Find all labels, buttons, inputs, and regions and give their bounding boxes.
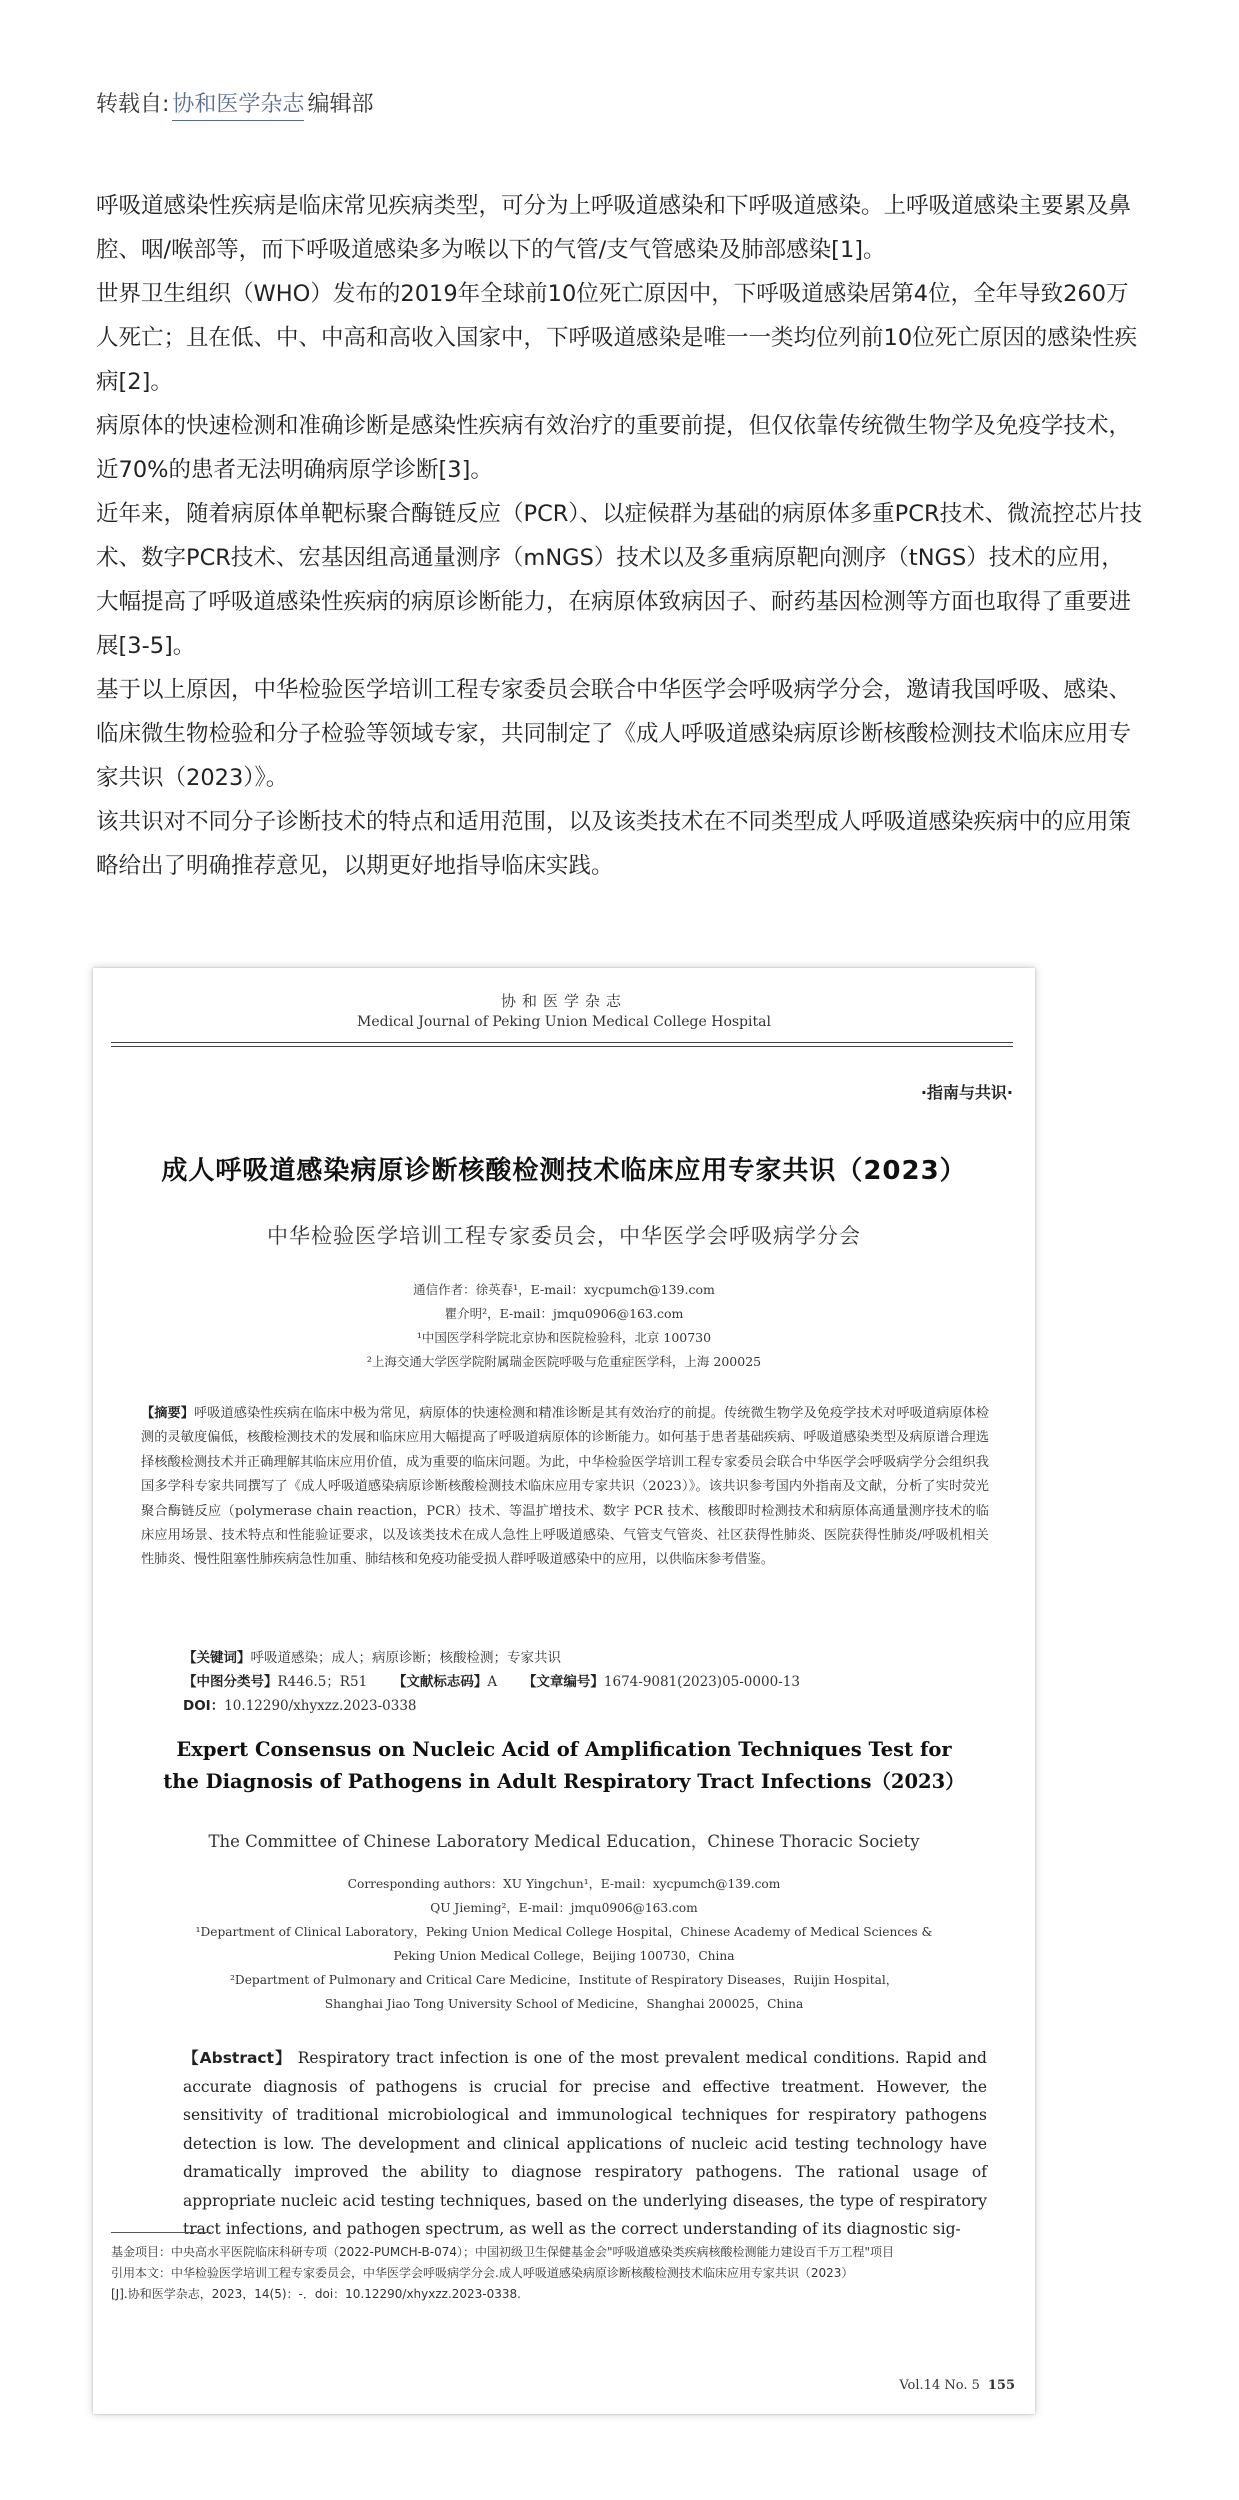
doi-value: 10.12290/xhyxzz.2023-0338 — [224, 1698, 417, 1714]
journal-source-link[interactable]: 协和医学杂志 — [172, 92, 304, 121]
corr-en-line: Peking Union Medical College，Beijing 100730，China — [393, 1949, 735, 1963]
volume-issue: Vol.14 No. 5 — [899, 2378, 980, 2393]
article-paragraph: 基于以上原因，中华检验医学培训工程专家委员会联合中华医学会呼吸病学分会，邀请我国呼吸、感染、临床微生物检验和分子检验等领域专家，共同制定了《成人呼吸道感染病原诊断核酸检测技术临床应用专家共识（2023）》。 — [96, 677, 1132, 791]
article-paragraph: 近年来，随着病原体单靶标聚合酶链反应（PCR）、以症候群为基础的病原体多重PCR技术、微流控芯片技术、数字PCR技术、宏基因组高通量测序（mNGS）技术以及多重病原靶向测序（tNGS）技术的应用，大幅提高了呼吸道感染性疾病的病原诊断能力，在病原体致病因子、耐药基因检测等方面也取得了重要进展[3-5]。 — [96, 501, 1143, 659]
correspondence-en — [93, 1872, 1035, 2016]
source-prefix: 转载自: — [96, 92, 170, 117]
abstract-en — [183, 2044, 987, 2244]
journal-name-en: Medical Journal of Peking Union Medical College Hospital — [357, 1014, 771, 1030]
header-rule — [111, 1046, 1013, 1047]
journal-page-image[interactable] — [93, 968, 1035, 2414]
keywords-text: 呼吸道感染；成人；病原诊断；核酸检测；专家共识 — [250, 1650, 561, 1666]
abstract-cn — [141, 1402, 989, 1573]
doi-line — [183, 1694, 417, 1714]
page-number-value: 155 — [987, 2378, 1015, 2393]
doc-code-value: A — [487, 1674, 498, 1690]
footnotes — [111, 2242, 1011, 2305]
corr-en-line: Corresponding authors：XU Yingchun¹，E-mail：xycpumch@139.com — [347, 1877, 781, 1891]
article-paragraph: 该共识对不同分子诊断技术的特点和适用范围，以及该类技术在不同类型成人呼吸道感染疾病中的应用策略给出了明确推荐意见，以期更好地指导临床实践。 — [96, 809, 1132, 879]
article-paragraph: 呼吸道感染性疾病是临床常见疾病类型，可分为上呼吸道感染和下呼吸道感染。上呼吸道感染主要累及鼻腔、咽/喉部等，而下呼吸道感染多为喉以下的气管/支气管感染及肺部感染[1]。 — [96, 193, 1132, 263]
corr-en-line: Shanghai Jiao Tong University School of Medicine，Shanghai 200025，China — [324, 1997, 804, 2011]
article-paragraph: 世界卫生组织（WHO）发布的2019年全球前10位死亡原因中，下呼吸道感染居第4位，全年导致260万人死亡；且在低、中、中高和高收入国家中，下呼吸道感染是唯一一类均位列前10位死亡原因的感染性疾病[2]。 — [96, 281, 1138, 395]
keywords-cn — [183, 1646, 561, 1666]
footnote-citation-cont: [J].协和医学杂志，2023，14(5)：-．doi：10.12290/xhyxzz.2023-0338. — [111, 2287, 521, 2301]
corr-line: ²上海交通大学医学院附属瑞金医院呼吸与危重症医学科，上海 200025 — [366, 1354, 762, 1369]
committee-en: The Committee of Chinese Laboratory Medical Education，Chinese Thoracic Society — [208, 1832, 920, 1851]
paper-title-cn: 成人呼吸道感染病原诊断核酸检测技术临床应用专家共识（2023） — [161, 1156, 967, 1186]
title-en-line: Expert Consensus on Nucleic Acid of Amplification Techniques Test for — [176, 1738, 952, 1761]
section-tag: ·指南与共识· — [920, 1083, 1013, 1102]
journal-name-cn: 协和医学杂志 — [500, 992, 627, 1010]
abstract-cn-text: 呼吸道感染性疾病在临床中极为常见，病原体的快速检测和精准诊断是其有效治疗的前提。传统微生物学及免疫学技术对呼吸道病原体检测的灵敏度偏低，核酸检测技术的发展和临床应用大幅提高了呼吸道病原体的诊断能力。如何基于患者基础疾病、呼吸道感染类型及病原谱合理选择核酸检测技术并正确理解其临床应用价值，成为重要的临床问题。为此，中华检验医学培训工程专家委员会联合中华医学会呼吸病学分会组织我国多学科专家共同撰写了《成人呼吸道感染病原诊断核酸检测技术临床应用专家共识（2023）》。该共识参考国内外指南及文献，分析了实时荧光聚合酶链反应（polymerase chain reaction，PCR）技术、等温扩增技术、数字 PCR 技术、核酸即时检测技术和病原体高通量测序技术的临床应用场景、技术特点和性能验证要求，以及该类技术在成人急性上呼吸道感染、气管支气管炎、社区获得性肺炎、医院获得性肺炎/呼吸机相关性肺炎、慢性阻塞性肺疾病急性加重、肺结核和免疫功能受损人群呼吸道感染中的应用，以供临床参考借鉴。 — [141, 1406, 990, 1568]
classification-line — [183, 1670, 800, 1690]
corr-line: 通信作者：徐英春¹，E-mail：xycpumch@139.com — [413, 1282, 715, 1297]
article-no-label: 【文章编号】 — [522, 1674, 604, 1690]
class-value: R446.5；R51 — [277, 1674, 368, 1690]
page-number — [899, 2378, 1015, 2393]
source-attribution — [96, 88, 373, 122]
footnote-funding: 基金项目：中央高水平医院临床科研专项（2022-PUMCH-B-074）；中国初级卫生保健基金会"呼吸道感染类疾病核酸检测能力建设百千万工程"项目 — [111, 2245, 895, 2259]
corr-en-line: QU Jieming²，E-mail：jmqu0906@163.com — [430, 1901, 698, 1915]
abstract-cn-label: 【摘要】 — [141, 1406, 195, 1421]
doc-code-label: 【文献标志码】 — [392, 1674, 488, 1690]
abstract-en-label: 【Abstract】 — [183, 2049, 292, 2067]
article-body — [96, 184, 1146, 888]
corr-en-line: ²Department of Pulmonary and Critical Care Medicine，Institute of Respiratory Diseases，Ruijin Hospital， — [230, 1973, 898, 1987]
paper-title-en — [93, 1734, 1035, 1798]
corr-en-line: ¹Department of Clinical Laboratory，Peking Union Medical College Hospital，Chinese Academy of Medical Sciences & — [195, 1925, 933, 1939]
footnote-rule — [111, 2232, 211, 2233]
class-label: 【中图分类号】 — [183, 1674, 278, 1690]
article-no-value: 1674-9081(2023)05-0000-13 — [603, 1674, 800, 1690]
source-suffix: 编辑部 — [307, 92, 374, 117]
correspondence-cn — [93, 1278, 1035, 1374]
title-en-line: the Diagnosis of Pathogens in Adult Respiratory Tract Infections（2023） — [163, 1770, 965, 1793]
keywords-label: 【关键词】 — [183, 1650, 251, 1666]
header-rule — [111, 1042, 1013, 1043]
committee-cn: 中华检验医学培训工程专家委员会，中华医学会呼吸病学分会 — [267, 1224, 861, 1248]
corr-line: 瞿介明²，E-mail：jmqu0906@163.com — [444, 1306, 684, 1321]
corr-line: ¹中国医学科学院北京协和医院检验科，北京 100730 — [416, 1330, 712, 1345]
article-paragraph: 病原体的快速检测和准确诊断是感染性疾病有效治疗的重要前提，但仅依靠传统微生物学及免疫学技术，近70%的患者无法明确病原学诊断[3]。 — [96, 413, 1132, 483]
footnote-citation: 引用本文：中华检验医学培训工程专家委员会，中华医学会呼吸病学分会.成人呼吸道感染病原诊断核酸检测技术临床应用专家共识（2023） — [111, 2266, 854, 2280]
doi-label: DOI： — [183, 1698, 225, 1714]
abstract-en-text: Respiratory tract infection is one of the most prevalent medical conditions. Rapid and accurate diagnosis of pathogens is crucial for precise and effective treatment. However, the sensitivity of traditional microbiological and immunological techniques for respiratory pathogens detection is low. The development and clinical applications of nucleic acid testing technology have dramatically improved the ability to diagnose respiratory pathogens. The rational usage of appropriate nucleic acid testing techniques, based on the underlying diseases, the type of respiratory tract infections, and pathogen spectrum, as well as the correct understanding of its diagnostic sig- — [183, 2049, 987, 2238]
